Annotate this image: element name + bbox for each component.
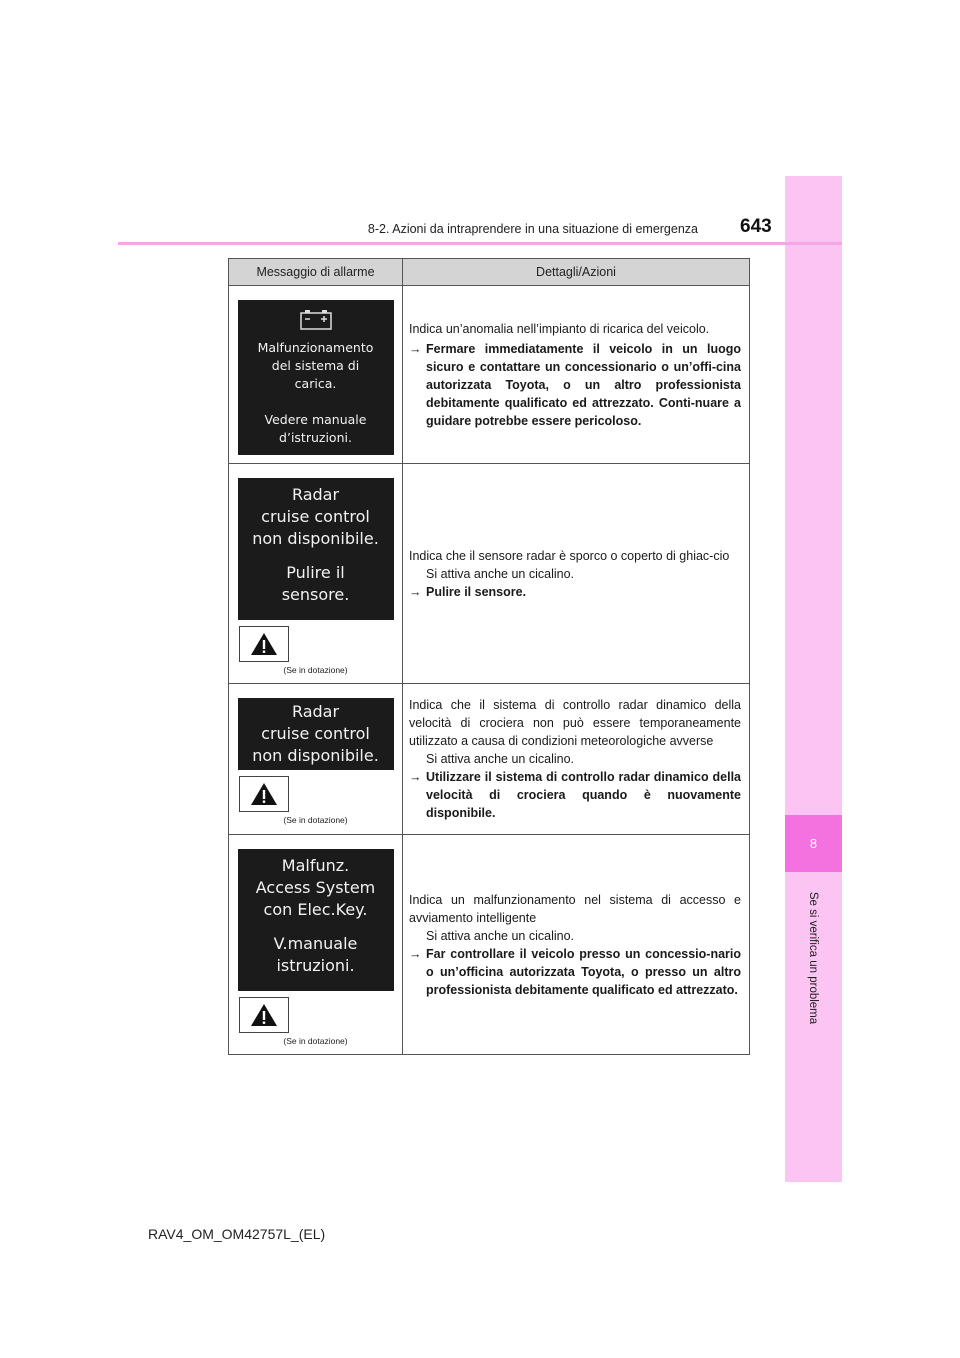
battery-icon [296,309,336,331]
message-image-cell [229,684,403,835]
action-line [409,340,741,430]
display-screen [238,300,394,455]
details-intro: Indica un malfunzionamento nel sistema di accesso e avviamento intelligente [409,892,741,925]
screen-line: Radar [291,702,340,721]
column-header-message: Messaggio di allarme [229,259,403,286]
message-details-cell [403,286,750,464]
equipment-note: (Se in dotazione) [283,815,348,825]
action-text: Utilizzare il sistema di controllo radar dinamico della velocità di crociera quando è nuovamente disponibile. [426,770,741,820]
equipment-note: (Se in dotazione) [283,665,348,675]
page-number: 643 [740,216,772,237]
screen-line: del sistema di [271,358,360,373]
warning-triangle-icon [239,997,289,1033]
message-details-cell [403,835,750,1055]
buzzer-note: Si attiva anche un cicalino. [426,928,575,943]
details-intro: Indica che il sistema di controllo radar dinamico della velocità di crociera non può essere temporaneamente utilizzato a causa di condizioni meteorologiche avverse [409,698,741,748]
screen-line: d’istruzioni. [279,430,352,445]
table-header-row [229,259,750,286]
screen-line: Pulire il [286,563,345,582]
action-text: Far controllare il veicolo presso un concessio-nario o un’officina autorizzata Toyota, o presso un altro professionista debitamente qualificato ed attrezzato. [426,946,741,997]
document-footer-code: RAV4_OM_OM42757L_(EL) [148,1226,326,1242]
column-header-details: Dettagli/Azioni [403,259,750,286]
equipment-note: (Se in dotazione) [283,1036,348,1046]
chapter-side-tab [785,176,842,1182]
chapter-number: 8 [785,815,842,872]
screen-line: V.manuale [273,934,358,953]
arrow-icon: → [409,584,422,599]
message-image-cell [229,286,403,464]
warning-triangle-icon [239,626,289,662]
screen-line: carica. [294,376,337,391]
details-intro: Indica che il sensore radar è sporco o coperto di ghiac-cio [409,548,730,563]
display-screen [238,698,394,770]
table-row [229,835,750,1055]
action-line [409,945,741,999]
chapter-label: Se si verifica un problema [807,891,819,1025]
display-screen [238,849,394,991]
table-row [229,286,750,464]
arrow-icon: → [409,770,422,784]
warning-message-table [228,258,750,1055]
buzzer-note: Si attiva anche un cicalino. [426,566,575,581]
screen-line: sensore. [281,585,350,604]
screen-line: Access System [255,878,376,897]
screen-line: non disponibile. [252,529,379,548]
screen-line: Malfunz. [281,856,350,875]
screen-line: cruise control [261,507,370,526]
arrow-icon: → [409,946,422,961]
screen-line: non disponibile. [252,746,379,765]
warning-triangle-icon [239,776,289,812]
table-row [229,464,750,684]
header-rule [118,242,842,245]
message-details-cell [403,464,750,684]
action-text: Fermare immediatamente il veicolo in un luogo sicuro e contattare un concessionario o un’offi-cina autorizzata Toyota, o un altro professionista debitamente qualificato ed attrezzato. Conti-nuare a guidare potrebbe essere pericoloso. [426,341,741,428]
message-image-cell [229,464,403,684]
section-title: 8-2. Azioni da intraprendere in una situazione di emergenza [367,222,698,236]
message-details-cell [403,684,750,835]
details-intro: Indica un’anomalia nell’impianto di ricarica del veicolo. [409,321,710,336]
action-text: Pulire il sensore. [426,584,527,599]
action-line [409,583,741,601]
screen-line: Radar [291,485,340,504]
screen-line: cruise control [261,724,370,743]
message-image-cell [229,835,403,1055]
action-line [409,768,741,822]
screen-line: Malfunzionamento [257,340,374,355]
display-screen [238,478,394,620]
buzzer-note: Si attiva anche un cicalino. [426,752,575,766]
screen-line: con Elec.Key. [263,900,368,919]
table-row [229,684,750,835]
arrow-icon: → [409,341,422,356]
screen-line: istruzioni. [276,956,355,975]
screen-line: Vedere manuale [264,412,367,427]
